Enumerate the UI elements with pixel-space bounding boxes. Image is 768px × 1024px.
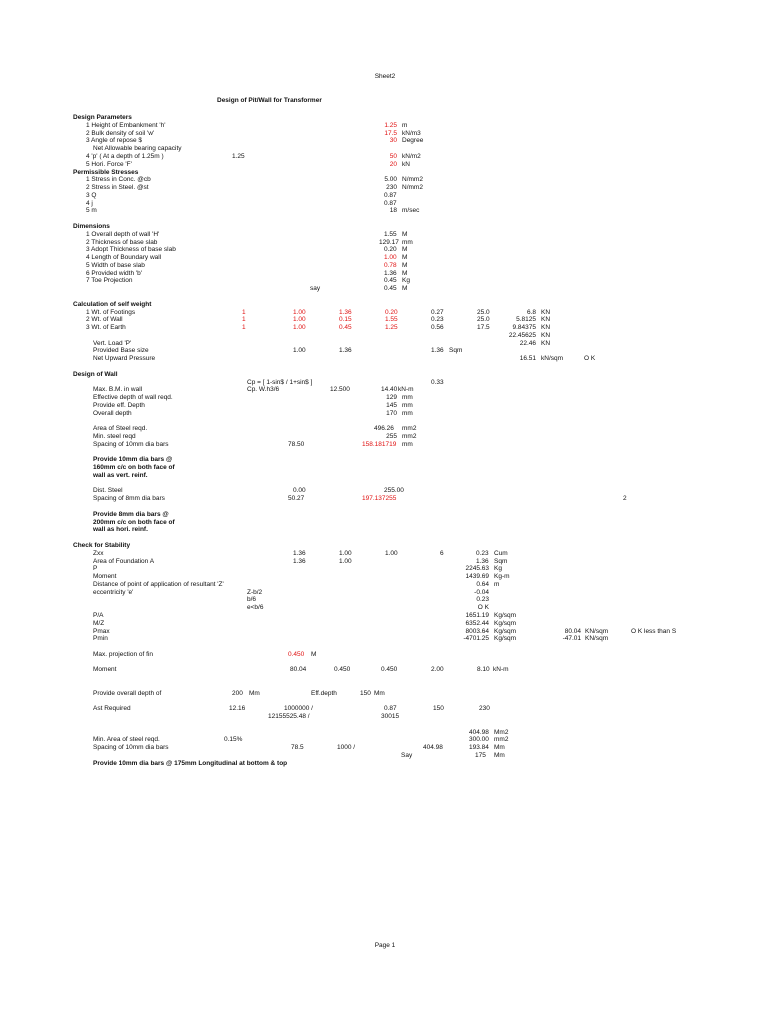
cell: 0.56 bbox=[431, 324, 444, 332]
cell: Moment bbox=[93, 573, 117, 580]
cell: say bbox=[310, 285, 321, 293]
cell: 3 Adopt Thickness of base slab bbox=[86, 246, 176, 254]
cell: -4701.25 bbox=[463, 635, 489, 643]
cell: 404.98 bbox=[469, 728, 489, 736]
cell: Kg bbox=[494, 565, 502, 573]
cell: M bbox=[402, 261, 408, 269]
cell: 1 Stress in Conc. @cb bbox=[86, 176, 151, 184]
cell: 1.36 bbox=[431, 347, 444, 355]
cell: M bbox=[402, 254, 408, 261]
cell: 1.25 bbox=[232, 152, 245, 160]
cell: Cp = [ 1-sin$ / 1+sin$ ] bbox=[247, 378, 313, 386]
cell: 255.00 bbox=[384, 487, 404, 495]
cell: Mm bbox=[494, 744, 505, 752]
cell: M bbox=[402, 246, 408, 254]
cell: Kg bbox=[402, 277, 410, 285]
cell: Min. steel reqd bbox=[93, 433, 136, 440]
cell: e<b/6 bbox=[247, 604, 264, 612]
cell: 3 Angle of repose $ bbox=[86, 137, 143, 145]
cell: 1.00 bbox=[339, 557, 352, 565]
cell: Degree bbox=[402, 137, 424, 145]
cell: eccentricity 'e' bbox=[93, 588, 134, 596]
cell: 0.78 bbox=[384, 261, 397, 269]
cell: 17.5 bbox=[477, 324, 490, 332]
cell: Provide 10mm dia bars @ 175mm Longitudinal at bottom & top bbox=[93, 759, 288, 767]
cell: 1 Overall depth of wall 'H' bbox=[86, 230, 160, 238]
cell: wall as vert. reinf. bbox=[93, 471, 148, 479]
cell: Spacing of 10mm dia bars bbox=[93, 744, 169, 752]
cell: 1.00 bbox=[293, 316, 306, 324]
cell: 1.36 bbox=[293, 549, 306, 557]
cell: 1.36 bbox=[339, 347, 352, 355]
cell: 0.15 bbox=[339, 316, 352, 324]
cell: wall as hori. reinf. bbox=[93, 526, 148, 534]
cell: 200 bbox=[232, 689, 243, 697]
cell: mm bbox=[402, 394, 413, 402]
cell: kN-m bbox=[398, 386, 414, 394]
cell: 0.27 bbox=[431, 308, 444, 316]
cell: 7 Toe Projection bbox=[86, 277, 133, 285]
cell: Calculation of self weight bbox=[73, 300, 152, 308]
cell: Cum bbox=[494, 549, 508, 557]
cell: Cp. W.h3/6 bbox=[247, 386, 280, 394]
cell: Kg/sqm bbox=[494, 619, 517, 627]
cell: -47.01 bbox=[562, 635, 581, 643]
cell: mm bbox=[402, 409, 413, 417]
cell: 5 Width of base slab bbox=[86, 261, 145, 269]
cell: 8.10 bbox=[477, 666, 490, 674]
cell: 175 bbox=[475, 752, 486, 759]
cell: Spacing of 8mm dia bars bbox=[93, 495, 165, 503]
cell: KN/sqm bbox=[585, 627, 609, 635]
cell: 129.17 bbox=[379, 238, 399, 246]
cell: 0.23 bbox=[431, 316, 444, 324]
cell: KN bbox=[541, 316, 551, 324]
cell: kN/sqm bbox=[541, 355, 564, 363]
cell: Check for Stability bbox=[73, 541, 131, 549]
cell: 6.8 bbox=[526, 308, 536, 316]
cell: N/mm2 bbox=[402, 176, 423, 184]
cell: 1.00 bbox=[293, 324, 306, 332]
cell: 0.20 bbox=[385, 308, 398, 316]
cell: 2 Bulk density of soil 'w' bbox=[86, 129, 155, 137]
cell: Mm bbox=[494, 752, 505, 759]
cell: 2 Thickness of base slab bbox=[86, 238, 158, 246]
cell: mm2 bbox=[494, 736, 509, 744]
cell: 0.45 bbox=[339, 324, 352, 332]
cell: Design Parameters bbox=[73, 114, 132, 121]
cell: 255 bbox=[386, 433, 397, 440]
cell: Max. B.M. in wall bbox=[93, 386, 143, 394]
cell: Provide 10mm dia bars @ bbox=[93, 456, 173, 464]
cell: kN bbox=[402, 160, 410, 168]
cell: Kg/sqm bbox=[494, 611, 517, 619]
cell: 1.36 bbox=[339, 308, 352, 316]
cell: Distance of point of application of resultant 'Z' bbox=[93, 580, 224, 588]
cell: 5 m bbox=[86, 207, 97, 215]
cell: 1 Wt. of Footings bbox=[86, 308, 136, 316]
cell: 6352.44 bbox=[465, 619, 489, 627]
cell: 0.87 bbox=[384, 705, 397, 713]
cell: Mm bbox=[374, 689, 385, 697]
cell: 1.55 bbox=[384, 230, 397, 238]
cell: 0.33 bbox=[431, 378, 444, 386]
cell: 20 bbox=[389, 160, 397, 168]
cell: 1 bbox=[242, 316, 246, 324]
cell: 0.450 bbox=[381, 666, 398, 674]
cell: 0.87 bbox=[384, 199, 397, 207]
cell: Provide overall depth of bbox=[93, 689, 162, 697]
cell: mm2 bbox=[402, 433, 417, 440]
cell: Min. Area of steel reqd. bbox=[93, 736, 160, 744]
cell: KN bbox=[541, 308, 551, 316]
cell: mm bbox=[402, 401, 413, 409]
cell: Dist. Steel bbox=[93, 487, 123, 495]
cell: 0.64 bbox=[476, 580, 489, 588]
cell: 1000000 / bbox=[284, 705, 313, 713]
cell: 1000 / bbox=[337, 744, 356, 752]
cell: mm bbox=[402, 440, 413, 448]
cell: 30 bbox=[389, 137, 397, 145]
cell: Spacing of 10mm dia bars bbox=[93, 440, 169, 448]
cell: 2 Stress in Steel. @st bbox=[86, 184, 149, 191]
cell: 18 bbox=[389, 207, 397, 215]
cell: 200mm c/c on both face of bbox=[93, 518, 175, 526]
cell: 25.0 bbox=[477, 316, 490, 324]
cell: 0.450 bbox=[288, 650, 305, 658]
cell: Provide eff. Depth bbox=[93, 401, 145, 409]
cell: 129 bbox=[386, 394, 397, 402]
cell: 0.45 bbox=[384, 285, 397, 293]
cell: 5.8125 bbox=[516, 316, 536, 324]
cell: Dimensions bbox=[73, 222, 110, 230]
cell: M/Z bbox=[93, 619, 105, 627]
cell: 170 bbox=[386, 409, 397, 417]
cell: Mm bbox=[249, 689, 260, 697]
cell: 4 'p' ( At a depth of 1.25m ) bbox=[86, 152, 164, 160]
cell: 197.137255 bbox=[362, 495, 397, 503]
cell: 1.36 bbox=[476, 557, 489, 565]
cell: Kg/sqm bbox=[494, 627, 517, 635]
cell: 17.5 bbox=[384, 129, 397, 137]
cell: Net Upward Pressure bbox=[93, 355, 156, 363]
cell: 5 Hori. Force 'F' bbox=[86, 160, 132, 168]
cell: O K less than S bbox=[631, 627, 677, 635]
cell: 1.00 bbox=[293, 308, 306, 316]
cell: 4 j bbox=[86, 199, 93, 207]
cell: O K bbox=[477, 604, 489, 612]
cell: 1.36 bbox=[384, 269, 397, 277]
cell: m bbox=[402, 121, 408, 129]
cell: 1.25 bbox=[384, 121, 397, 129]
cell: Vert. Load 'P' bbox=[93, 339, 132, 347]
cell: 8003.64 bbox=[465, 627, 489, 635]
cell: 12155525.48 / bbox=[268, 713, 310, 721]
cell: Max. projection of fin bbox=[93, 650, 153, 658]
cell: 9.84375 bbox=[512, 324, 536, 332]
cell: 5.00 bbox=[384, 176, 397, 184]
cell: Kg/sqm bbox=[494, 635, 517, 643]
cell: Provide 8mm dia bars @ bbox=[93, 510, 169, 518]
cell: 0.15% bbox=[224, 736, 243, 744]
cell: Area of Steel reqd. bbox=[93, 425, 148, 433]
cell: Permissible Stresses bbox=[73, 168, 139, 176]
cell: 78.50 bbox=[288, 440, 305, 448]
cell: 16.51 bbox=[519, 355, 536, 363]
cell: 50.27 bbox=[288, 495, 305, 503]
cell: 1439.69 bbox=[465, 573, 489, 580]
cell: Pmin bbox=[93, 635, 108, 643]
cell: KN bbox=[541, 324, 551, 332]
cell: Design of Wall bbox=[73, 370, 118, 378]
cell: 1.00 bbox=[339, 549, 352, 557]
page-number: Page 1 bbox=[374, 942, 396, 949]
cell: 12.16 bbox=[229, 705, 246, 713]
cell: 2 Wt. of Wall bbox=[86, 316, 123, 324]
cell: Sqm bbox=[449, 347, 463, 355]
cell: Pmax bbox=[93, 627, 110, 635]
cell: 2245.63 bbox=[465, 565, 489, 573]
cell: 1 bbox=[242, 308, 246, 316]
cell: Eff.depth bbox=[311, 689, 337, 697]
cell: 0.00 bbox=[293, 487, 306, 495]
cell: KN/sqm bbox=[585, 635, 609, 643]
cell: 1.25 bbox=[385, 324, 398, 332]
cell: 150 bbox=[360, 689, 371, 697]
cell: b/6 bbox=[247, 596, 257, 604]
cell: Ast Required bbox=[93, 705, 131, 713]
cell: kN/m2 bbox=[402, 152, 421, 160]
cell: 80.04 bbox=[290, 666, 307, 674]
cell: KN bbox=[541, 339, 551, 347]
cell: 1.00 bbox=[293, 347, 306, 355]
cell: 0.23 bbox=[476, 596, 489, 604]
cell: mm2 bbox=[402, 425, 417, 433]
cell: 193.84 bbox=[469, 744, 489, 752]
cell: 30015 bbox=[381, 713, 400, 721]
cell: 0.45 bbox=[384, 277, 397, 285]
cell: 145 bbox=[386, 401, 397, 409]
cell: -0.04 bbox=[474, 588, 489, 596]
cell: P bbox=[93, 565, 98, 573]
cell: 50 bbox=[389, 152, 397, 160]
cell: 80.04 bbox=[564, 627, 581, 635]
cell: M bbox=[402, 285, 408, 293]
cell: M bbox=[402, 269, 408, 277]
cell: 0.23 bbox=[476, 549, 489, 557]
cell: Say bbox=[401, 752, 413, 759]
cell: N/mm2 bbox=[402, 184, 423, 191]
cell: kN/m3 bbox=[402, 129, 421, 137]
cell: 2 bbox=[623, 495, 627, 503]
cell: Mm2 bbox=[494, 728, 509, 736]
cell: 14.40 bbox=[381, 386, 398, 394]
cell: 3 Q bbox=[86, 191, 97, 199]
cell: Moment bbox=[93, 666, 117, 674]
cell: 0.87 bbox=[384, 191, 397, 199]
cell: 1.00 bbox=[384, 254, 397, 261]
cell: M bbox=[402, 230, 408, 238]
cell: 2.00 bbox=[431, 666, 444, 674]
cell: mm bbox=[402, 238, 413, 246]
cell: 0.20 bbox=[384, 246, 397, 254]
cell: 78.5 bbox=[291, 744, 304, 752]
document-title: Design of Pit/Wall for Transformer bbox=[217, 97, 322, 104]
cell: 404.98 bbox=[423, 744, 443, 752]
cell: 4 Length of Boundary wall bbox=[86, 254, 162, 261]
cell: 1.55 bbox=[385, 316, 398, 324]
cell: 1.36 bbox=[293, 557, 306, 565]
cell: m bbox=[494, 580, 500, 588]
cell: Sqm bbox=[494, 557, 508, 565]
cell: 1.00 bbox=[385, 549, 398, 557]
cell: kN-m bbox=[493, 666, 509, 674]
cell: M bbox=[311, 650, 317, 658]
sheet-name: Sheet2 bbox=[374, 73, 396, 80]
cell: 6 Provided width 'b' bbox=[86, 269, 142, 277]
cell: Kg-m bbox=[494, 573, 510, 580]
cell: Overall depth bbox=[93, 409, 132, 417]
cell: Provided Base size bbox=[93, 347, 149, 355]
cell: Zxx bbox=[93, 549, 104, 557]
cell: 22.45625 bbox=[508, 331, 536, 339]
cell: 25.0 bbox=[477, 308, 490, 316]
cell: Effective depth of wall reqd. bbox=[93, 394, 173, 402]
cell: 6 bbox=[440, 549, 444, 557]
cell: 1 bbox=[242, 324, 246, 332]
cell: Area of Foundation A bbox=[93, 557, 155, 565]
cell: 300.00 bbox=[469, 736, 489, 744]
cell: 12.500 bbox=[330, 386, 350, 394]
cell: 160mm c/c on both face of bbox=[93, 464, 175, 472]
cell: 496.26 bbox=[374, 425, 394, 433]
cell: O K bbox=[584, 355, 596, 363]
cell: 230 bbox=[386, 184, 397, 191]
cell: 0.450 bbox=[334, 666, 351, 674]
cell: KN bbox=[541, 331, 551, 339]
cell: m/sec bbox=[402, 207, 420, 215]
cell: 230 bbox=[479, 705, 490, 713]
cell: Z-b/2 bbox=[247, 588, 263, 596]
cell: 1 Height of Embankment 'h' bbox=[86, 121, 166, 129]
cell: 150 bbox=[433, 705, 444, 713]
cell: P/A bbox=[93, 611, 104, 619]
cell: 3 Wt. of Earth bbox=[86, 324, 126, 332]
cell: 158.181719 bbox=[362, 440, 397, 448]
cell: Net Allowable bearing capacity bbox=[93, 145, 182, 153]
cell: 1651.19 bbox=[465, 611, 489, 619]
cell: 22.46 bbox=[519, 339, 536, 347]
